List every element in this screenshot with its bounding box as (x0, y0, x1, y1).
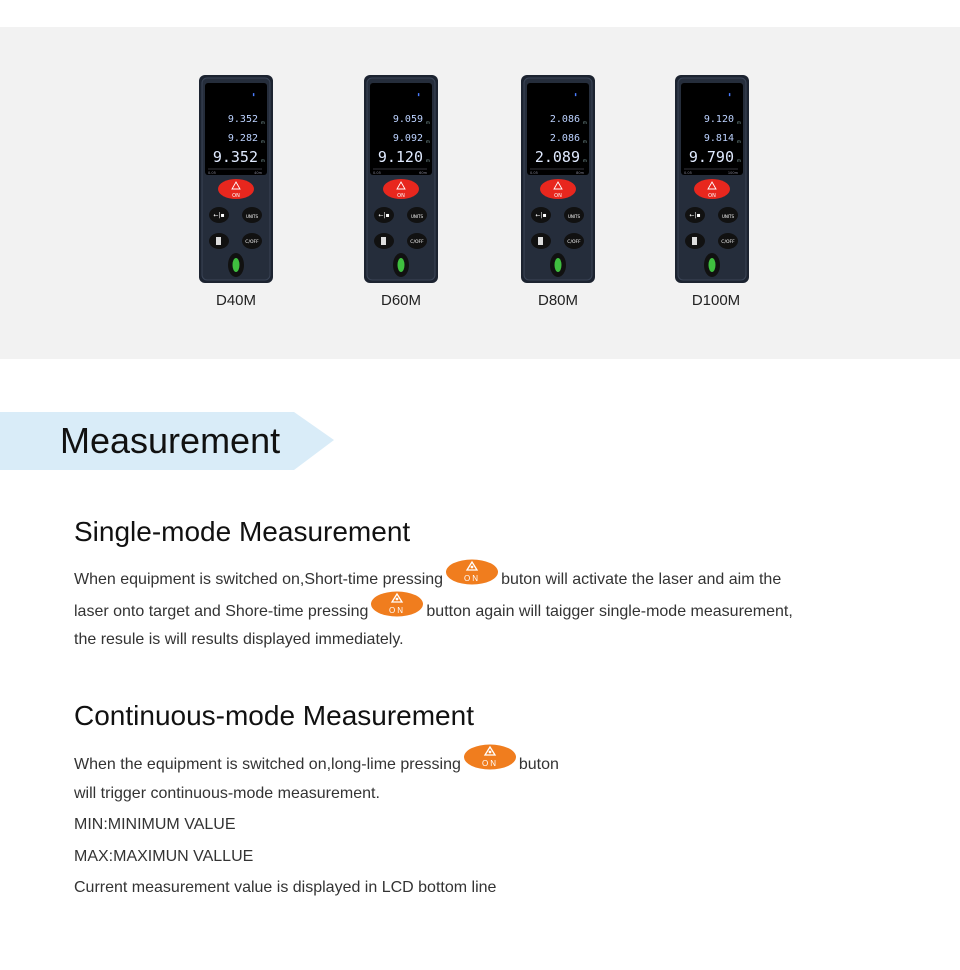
svg-text:60m: 60m (419, 171, 427, 175)
lcd-line-2: 2.086 (549, 133, 580, 144)
on-button-icon (464, 744, 516, 782)
svg-text:C/OFF: C/OFF (410, 240, 424, 245)
svg-text:▮: ▮ (728, 92, 732, 98)
svg-text:m: m (426, 120, 430, 125)
lcd-line-1: 9.059 (392, 114, 423, 125)
svg-text:m: m (261, 120, 265, 125)
svg-text:▮: ▮ (417, 92, 421, 98)
lcd-line-3: 9.790 (688, 148, 734, 166)
lcd-line-2: 9.814 (703, 133, 734, 144)
lcd-line-3: 9.352 (212, 148, 258, 166)
svg-text:80m: 80m (576, 171, 584, 175)
svg-text:▮: ▮ (252, 92, 256, 98)
model-label: D100M (691, 292, 741, 309)
svg-text:ON: ON (708, 193, 716, 199)
on-button-icon (446, 559, 498, 597)
svg-text:0.05: 0.05 (684, 171, 692, 175)
svg-text:▮: ▮ (574, 92, 578, 98)
single-mode-paragraph: When equipment is switched on,Short-time pressing ON buton will activate the laser and aim the laser onto target and Shore-time pressing ON button again will taigger single-mode measurement, the resule is will results displayed immediately. (74, 561, 793, 656)
svg-text:ON: ON (232, 193, 240, 199)
single-mode-heading: Single-mode Measurement (74, 516, 411, 547)
svg-text:ON: ON (554, 193, 562, 199)
svg-text:m: m (261, 139, 265, 144)
lcd-line-1: 9.120 (703, 114, 734, 125)
section-title: Measurement (60, 420, 281, 461)
svg-text:m: m (737, 120, 741, 125)
svg-text:UNITS: UNITS (721, 214, 735, 219)
svg-text:←|▪: ←|▪ (689, 212, 701, 219)
svg-text:ON: ON (481, 759, 498, 768)
svg-text:m: m (426, 139, 430, 144)
lcd-line-1: 9.352 (227, 114, 258, 125)
lcd-line-1: 2.086 (549, 114, 580, 125)
svg-text:40m: 40m (254, 171, 262, 175)
on-button-icon (371, 591, 423, 629)
svg-text:m: m (583, 158, 587, 163)
svg-text:C/OFF: C/OFF (567, 240, 581, 245)
model-label: D60M (380, 292, 421, 309)
svg-text:UNITS: UNITS (245, 214, 259, 219)
svg-text:m: m (737, 139, 741, 144)
svg-text:ON: ON (464, 574, 481, 583)
svg-text:ON: ON (397, 193, 405, 199)
product-band (0, 27, 960, 359)
laser-meter-device (198, 75, 274, 283)
svg-text:m: m (583, 139, 587, 144)
svg-text:0.05: 0.05 (208, 171, 216, 175)
svg-text:←|▪: ←|▪ (378, 212, 390, 219)
svg-text:m: m (426, 158, 430, 163)
svg-text:ON: ON (389, 605, 406, 615)
svg-text:UNITS: UNITS (567, 214, 581, 219)
laser-meter-device (363, 75, 439, 283)
svg-text:0.05: 0.05 (373, 171, 381, 175)
lcd-line-2: 9.092 (392, 133, 423, 144)
svg-text:C/OFF: C/OFF (245, 240, 259, 245)
laser-meter-device (520, 75, 596, 283)
lcd-line-2: 9.282 (227, 133, 258, 144)
continuous-mode-paragraph: When the equipment is switched on,long-lime pressing ON buton will trigger continuous-mode measurement. MIN:MINIMUM VALUE MAX:MAXIMUN VALLUE Current measurement value is displayed in LCD bottom line (74, 746, 559, 904)
svg-text:m: m (737, 158, 741, 163)
lcd-line-3: 2.089 (534, 148, 580, 166)
laser-meter-device (674, 75, 750, 283)
svg-text:100m: 100m (727, 171, 738, 175)
svg-text:←|▪: ←|▪ (213, 212, 225, 219)
svg-text:m: m (583, 120, 587, 125)
svg-text:m: m (261, 158, 265, 163)
svg-text:C/OFF: C/OFF (721, 240, 735, 245)
lcd-line-3: 9.120 (377, 148, 423, 166)
svg-text:←|▪: ←|▪ (535, 212, 547, 219)
model-label: D40M (215, 292, 256, 309)
svg-text:0.05: 0.05 (530, 171, 538, 175)
svg-text:UNITS: UNITS (410, 214, 424, 219)
continuous-mode-heading: Continuous-mode Measurement (74, 700, 474, 731)
model-label: D80M (537, 292, 578, 309)
